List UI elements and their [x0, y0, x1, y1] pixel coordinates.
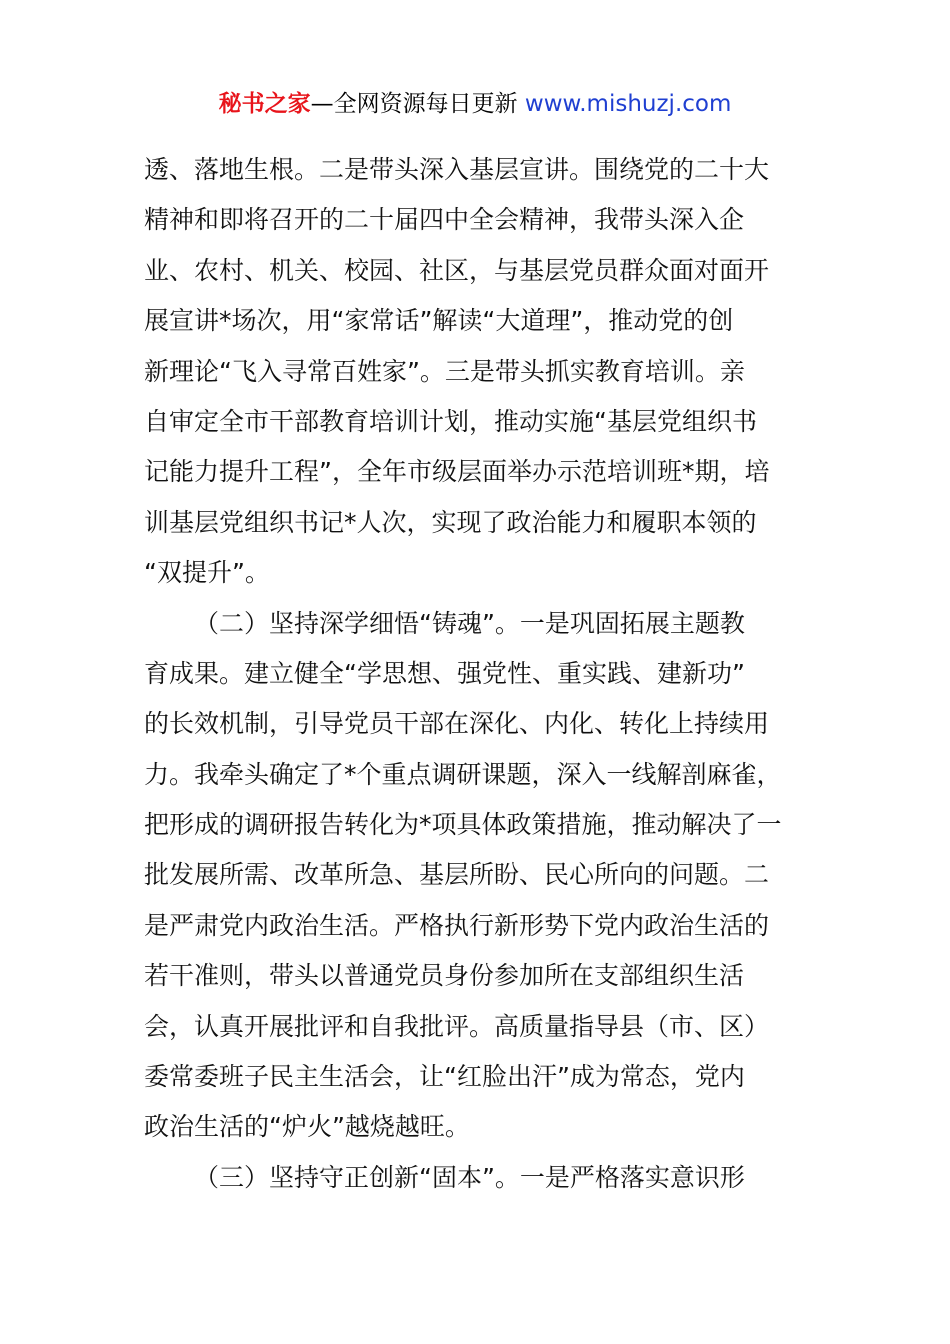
- text-line: 政治生活的“炉火”越烧越旺。: [144, 1112, 470, 1142]
- text-line: （二）坚持深学细悟“铸魂”。一是巩固拓展主题教: [194, 608, 745, 638]
- text-line: 业、农村、机关、校园、社区，与基层党员群众面对面开: [144, 255, 770, 285]
- site-tagline: —全网资源每日更新: [310, 91, 525, 117]
- text-line: 新理论“飞入寻常百姓家”。三是带头抓实教育培训。亲: [144, 356, 745, 386]
- text-line: 的长效机制，引导党员干部在深化、内化、转化上持续用: [144, 709, 770, 739]
- text-line: 把形成的调研报告转化为*项具体政策措施，推动解决了一: [144, 810, 782, 840]
- text-line: 自审定全市干部教育培训计划，推动实施“基层党组织书: [144, 406, 757, 436]
- text-line: 会，认真开展批评和自我批评。高质量指导县（市、区）: [144, 1011, 770, 1041]
- text-line: 是严肃党内政治生活。严格执行新形势下党内政治生活的: [144, 910, 770, 940]
- text-line: 育成果。建立健全“学思想、强党性、重实践、建新功”: [144, 658, 745, 688]
- text-line: “双提升”。: [144, 558, 270, 588]
- document-body: [144, 145, 809, 1203]
- text-line: 精神和即将召开的二十届四中全会精神，我带头深入企: [144, 205, 745, 235]
- text-line: 批发展所需、改革所急、基层所盼、民心所向的问题。二: [144, 860, 770, 890]
- text-line: 委常委班子民主生活会，让“红脸出汗”成为常态，党内: [144, 1062, 745, 1092]
- text-line: 训基层党组织书记*人次，实现了政治能力和履职本领的: [144, 507, 757, 537]
- text-line: （三）坚持守正创新“固本”。一是严格落实意识形: [194, 1162, 745, 1192]
- text-line: 记能力提升工程”，全年市级层面举办示范培训班*期，培: [144, 457, 770, 487]
- text-line: 透、落地生根。二是带头深入基层宣讲。围绕党的二十大: [144, 155, 770, 184]
- site-url-link[interactable]: www.mishuzj.com: [524, 91, 732, 117]
- text-line: 若干准则，带头以普通党员身份参加所在支部组织生活: [144, 961, 745, 991]
- text-line: 力。我牵头确定了*个重点调研课题，深入一线解剖麻雀，: [144, 759, 782, 789]
- site-header: [0, 84, 950, 124]
- site-brand: 秘书之家: [218, 91, 311, 117]
- text-line: 展宣讲*场次，用“家常话”解读“大道理”，推动党的创: [144, 306, 734, 336]
